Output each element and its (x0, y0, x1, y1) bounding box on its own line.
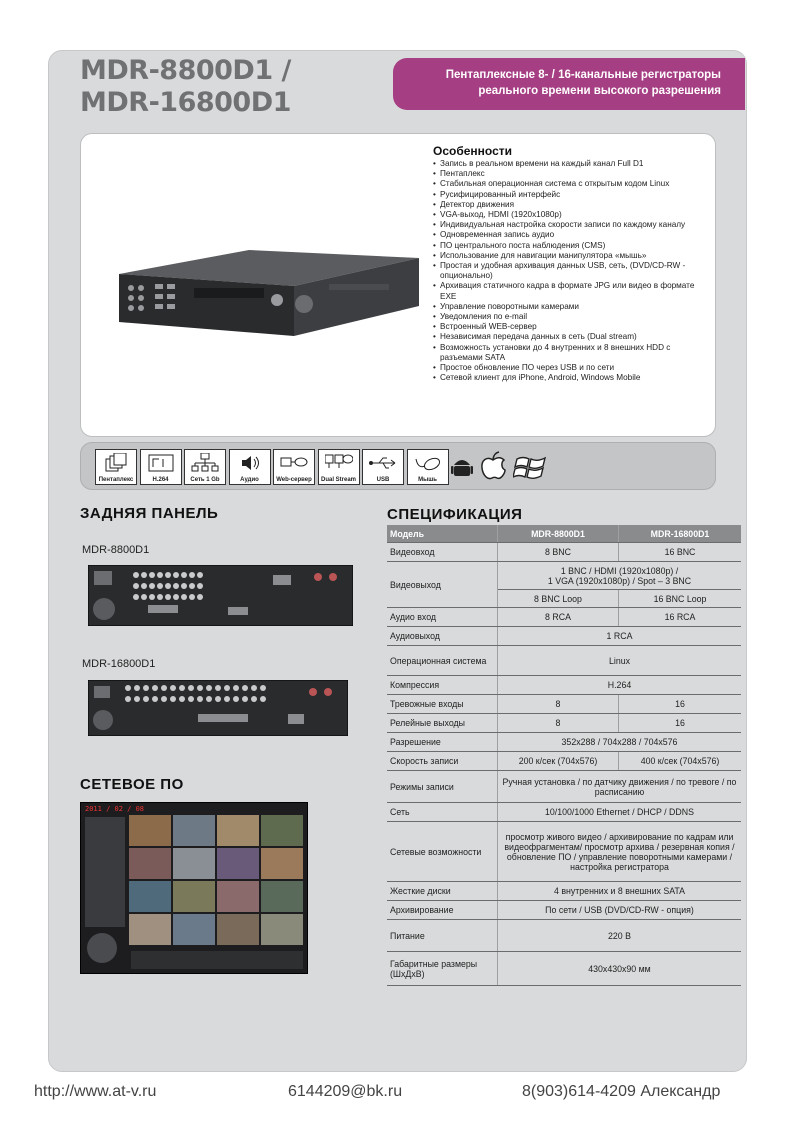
bnc-connector (188, 696, 194, 702)
bnc-connector (197, 594, 203, 600)
rear-panel-heading: ЗАДНЯЯ ПАНЕЛЬ (80, 505, 219, 522)
spec-value-a: 8 BNC (498, 543, 619, 562)
rear-panel-16ch-image (88, 680, 348, 736)
bnc-connector (197, 572, 203, 578)
spec-col-a: MDR-8800D1 (498, 525, 619, 543)
spec-value-b: 16 BNC Loop (619, 590, 742, 608)
spec-row (387, 803, 741, 822)
apple-icon (479, 451, 507, 481)
bnc-connector (206, 685, 212, 691)
screen-date: 2011 / 02 / 08 (85, 805, 145, 813)
mouse-icon (414, 453, 442, 473)
bnc-connector (173, 572, 179, 578)
bnc-connector (165, 594, 171, 600)
bnc-connector (165, 572, 171, 578)
feature-icon-box (229, 449, 271, 485)
feature-item: • Русифицированный интерфейс (433, 190, 708, 200)
camera-thumbnail (217, 848, 259, 879)
bnc-connector (197, 696, 203, 702)
spec-value: 352x288 / 704x288 / 704x576 (498, 733, 742, 752)
bnc-connector (143, 685, 149, 691)
spec-label: Релейные выходы (387, 714, 498, 733)
bnc-connector (224, 696, 230, 702)
bnc-connector (179, 696, 185, 702)
spec-label: Режимы записи (387, 771, 498, 803)
bnc-connector (189, 594, 195, 600)
feature-icon-label: Dual Stream (320, 477, 356, 483)
bnc-connector (251, 685, 257, 691)
feature-item: • ПО центрального поста наблюдения (CMS) (433, 241, 708, 251)
feature-icon-box (95, 449, 137, 485)
feature-item: • Уведомления по e-mail (433, 312, 708, 322)
camera-thumbnail (173, 881, 215, 912)
camera-thumbnail (261, 881, 303, 912)
subtitle-line-2: реального времени высокого разрешения (478, 85, 721, 97)
camera-thumbnail (129, 914, 171, 945)
bnc-connector (188, 685, 194, 691)
feature-item: • Сетевой клиент для iPhone, Android, Windows Mobile (433, 373, 708, 383)
bnc-connector (152, 685, 158, 691)
android-icon (451, 455, 473, 479)
spec-value: просмотр живого видео / архивирование по кадрам или видеофрагментам/ просмотр архива / резервная копия / обновление ПО / управление поворотными камерами / настройка регистратора (498, 822, 742, 882)
camera-thumbnail (217, 815, 259, 846)
camera-thumbnail (217, 914, 259, 945)
spec-col-model: Модель (387, 525, 498, 543)
bnc-connector (133, 594, 139, 600)
rear-model-2-label: MDR-16800D1 (82, 658, 156, 670)
bnc-connector (152, 696, 158, 702)
spec-label: Архивирование (387, 901, 498, 920)
feature-item: • Одновременная запись аудио (433, 230, 708, 240)
spec-value: Linux (498, 646, 742, 676)
spec-row (387, 952, 741, 986)
camera-thumbnail (129, 848, 171, 879)
spec-header-row (387, 525, 741, 543)
windows-icon (513, 453, 549, 481)
spec-label: Питание (387, 920, 498, 952)
spec-value: 220 В (498, 920, 742, 952)
bnc-connector (134, 685, 140, 691)
spec-value: 10/100/1000 Ethernet / DHCP / DDNS (498, 803, 742, 822)
feature-icon-box (362, 449, 404, 485)
feature-icon-box (140, 449, 182, 485)
bnc-connector (260, 696, 266, 702)
network-icon (191, 453, 219, 473)
spec-row (387, 901, 741, 920)
bnc-connector (157, 594, 163, 600)
spec-label: Сетевые возможности (387, 822, 498, 882)
title-line-1: MDR-8800D1 / (80, 55, 291, 86)
title-line-2: MDR-16800D1 (80, 87, 291, 118)
features-panel (80, 133, 716, 437)
spec-value: 4 внутренних и 8 внешних SATA (498, 882, 742, 901)
spec-label: Аудиовыход (387, 627, 498, 646)
bnc-connector (133, 583, 139, 589)
spec-value-line: 1 VGA (1920x1080p) / Spot – 3 BNC (547, 575, 692, 586)
bnc-connector (197, 685, 203, 691)
spec-value: По сети / USB (DVD/CD-RW - опция) (498, 901, 742, 920)
camera-thumbnail (129, 881, 171, 912)
spec-row (387, 543, 741, 562)
feature-item: • Стабильная операционная система с открытым кодом Linux (433, 179, 708, 189)
spec-value: 430x430x90 мм (498, 952, 742, 986)
spec-row (387, 752, 741, 771)
bnc-connector (125, 696, 131, 702)
features-list (433, 159, 708, 383)
bnc-connector (215, 696, 221, 702)
spec-label: Габаритные размеры (ШхДхВ) (387, 952, 498, 986)
rear-model-1-label: MDR-8800D1 (82, 544, 150, 556)
bnc-connector (141, 594, 147, 600)
spec-label: Сеть (387, 803, 498, 822)
spec-row (387, 608, 741, 627)
bnc-connector (165, 583, 171, 589)
spec-label: Скорость записи (387, 752, 498, 771)
spec-row (387, 920, 741, 952)
spec-value-b: 400 к/сек (704x576) (619, 752, 742, 771)
bnc-connector (161, 696, 167, 702)
spec-value-b: 16 (619, 714, 742, 733)
feature-icon-label: H.264 (152, 477, 169, 483)
bnc-connector (173, 583, 179, 589)
spec-value: 1 RCA (498, 627, 742, 646)
spec-row (387, 822, 741, 882)
bnc-connector (149, 583, 155, 589)
spec-value-a: 8 BNC Loop (498, 590, 619, 608)
camera-thumbnail (173, 815, 215, 846)
bnc-connector (215, 685, 221, 691)
feature-item: • Управление поворотными камерами (433, 302, 708, 312)
spec-value-a: 8 (498, 714, 619, 733)
footer-email[interactable]: 6144209@bk.ru (288, 1083, 403, 1100)
audio-icon (236, 453, 264, 473)
bnc-connector (157, 572, 163, 578)
h264-icon (147, 453, 175, 473)
spec-row (387, 627, 741, 646)
bnc-connector (181, 572, 187, 578)
feature-icon-label: Мышь (418, 477, 437, 483)
bnc-connector (224, 685, 230, 691)
feature-item: • Использование для навигации манипулятора «мышь» (433, 251, 708, 261)
bnc-connector (181, 583, 187, 589)
bnc-connector (141, 583, 147, 589)
subtitle-line-1: Пентаплексные 8- / 16-канальные регистраторы (445, 69, 721, 81)
spec-label: Компрессия (387, 676, 498, 695)
camera-thumbnail (173, 914, 215, 945)
spec-row (387, 714, 741, 733)
feature-icon-label: Web-сервер (276, 477, 312, 483)
spec-label: Тревожные входы (387, 695, 498, 714)
bnc-connector (189, 572, 195, 578)
feature-item: • Запись в реальном времени на каждый канал Full D1 (433, 159, 708, 169)
camera-thumbnail (261, 848, 303, 879)
bnc-connector (170, 685, 176, 691)
bnc-connector (149, 594, 155, 600)
cms-software-screenshot (80, 802, 308, 974)
bnc-connector (233, 696, 239, 702)
feature-item: • Детектор движения (433, 200, 708, 210)
spec-value-b: 16 RCA (619, 608, 742, 627)
feature-item: • Пентаплекс (433, 169, 708, 179)
spec-col-b: MDR-16800D1 (619, 525, 742, 543)
bnc-connector (125, 685, 131, 691)
spec-label: Аудио вход (387, 608, 498, 627)
feature-icon-box (407, 449, 449, 485)
spec-value (498, 562, 742, 590)
spec-label: Жесткие диски (387, 882, 498, 901)
spec-value-a: 8 (498, 695, 619, 714)
bnc-connector (189, 583, 195, 589)
feature-icon-label: Пентаплекс (98, 477, 134, 483)
bnc-connector (181, 594, 187, 600)
dual-stream-icon (325, 453, 353, 473)
spec-row (387, 562, 741, 590)
spec-row (387, 646, 741, 676)
camera-thumbnail (129, 815, 171, 846)
spec-label: Видеовыход (387, 562, 498, 608)
spec-value-b: 16 (619, 695, 742, 714)
bnc-connector (134, 696, 140, 702)
feature-item: • Индивидуальная настройка скорости записи по каждому каналу (433, 220, 708, 230)
spec-value-b: 16 BNC (619, 543, 742, 562)
feature-icon-label: USB (376, 477, 390, 483)
camera-thumbnail (217, 881, 259, 912)
spec-row (387, 676, 741, 695)
feature-item: • Встроенный WEB-сервер (433, 322, 708, 332)
spec-label: Операционная система (387, 646, 498, 676)
spec-value: H.264 (498, 676, 742, 695)
pentaplex-icon (102, 453, 130, 473)
spec-row (387, 771, 741, 803)
bnc-connector (197, 583, 203, 589)
footer-phone: 8(903)614-4209 Александр (522, 1083, 721, 1100)
bnc-connector (149, 572, 155, 578)
feature-item: • Независимая передача данных в сеть (Dual stream) (433, 332, 708, 342)
bnc-connector (170, 696, 176, 702)
feature-icon-label: Сеть 1 Gb (190, 477, 220, 483)
software-heading: СЕТЕВОЕ ПО (80, 776, 184, 793)
spec-heading: СПЕЦИФИКАЦИЯ (387, 506, 523, 523)
page-title (80, 55, 291, 119)
bnc-connector (251, 696, 257, 702)
feature-item: • Архивация статичного кадра в формате JPG или видео в формате EXE (433, 281, 708, 301)
spec-value-line: 1 BNC / HDMI (1920x1080p) / (560, 565, 679, 576)
spec-value: Ручная установка / по датчику движения / по тревоге / по расписанию (498, 771, 742, 803)
dvr-front-image (99, 244, 419, 344)
feature-icon-box (273, 449, 315, 485)
bnc-connector (260, 685, 266, 691)
bnc-connector (133, 572, 139, 578)
usb-icon (369, 453, 397, 473)
feature-icons-bar (80, 442, 716, 490)
feature-icon-box (318, 449, 360, 485)
feature-item: • Простая и удобная архивация данных USB, сеть, (DVD/CD-RW - опционально) (433, 261, 708, 281)
camera-thumbnail (173, 848, 215, 879)
subtitle-ribbon (393, 58, 745, 110)
feature-item: • Возможность установки до 4 внутренних и 8 внешних HDD с разъемами SATA (433, 343, 708, 363)
features-heading: Особенности (433, 144, 513, 158)
rear-panel-8ch-image (88, 565, 353, 626)
bnc-connector (242, 696, 248, 702)
spec-value-a: 8 RCA (498, 608, 619, 627)
footer-website[interactable]: http://www.at-v.ru (34, 1083, 157, 1100)
bnc-connector (179, 685, 185, 691)
feature-icon-label: Аудио (240, 477, 259, 483)
spec-value-a: 200 к/сек (704x576) (498, 752, 619, 771)
bnc-connector (143, 696, 149, 702)
web-server-icon (280, 453, 308, 473)
bnc-connector (233, 685, 239, 691)
feature-item: • VGA-выход, HDMI (1920x1080p) (433, 210, 708, 220)
bnc-connector (141, 572, 147, 578)
camera-thumbnail (261, 815, 303, 846)
spec-label: Видеовход (387, 543, 498, 562)
spec-row (387, 882, 741, 901)
bnc-connector (242, 685, 248, 691)
spec-label: Разрешение (387, 733, 498, 752)
spec-row (387, 695, 741, 714)
feature-icon-box (184, 449, 226, 485)
spec-table (387, 525, 741, 986)
spec-row (387, 733, 741, 752)
bnc-connector (173, 594, 179, 600)
bnc-connector (206, 696, 212, 702)
bnc-connector (157, 583, 163, 589)
bnc-connector (161, 685, 167, 691)
camera-thumbnail (261, 914, 303, 945)
feature-item: • Простое обновление ПО через USB и по сети (433, 363, 708, 373)
